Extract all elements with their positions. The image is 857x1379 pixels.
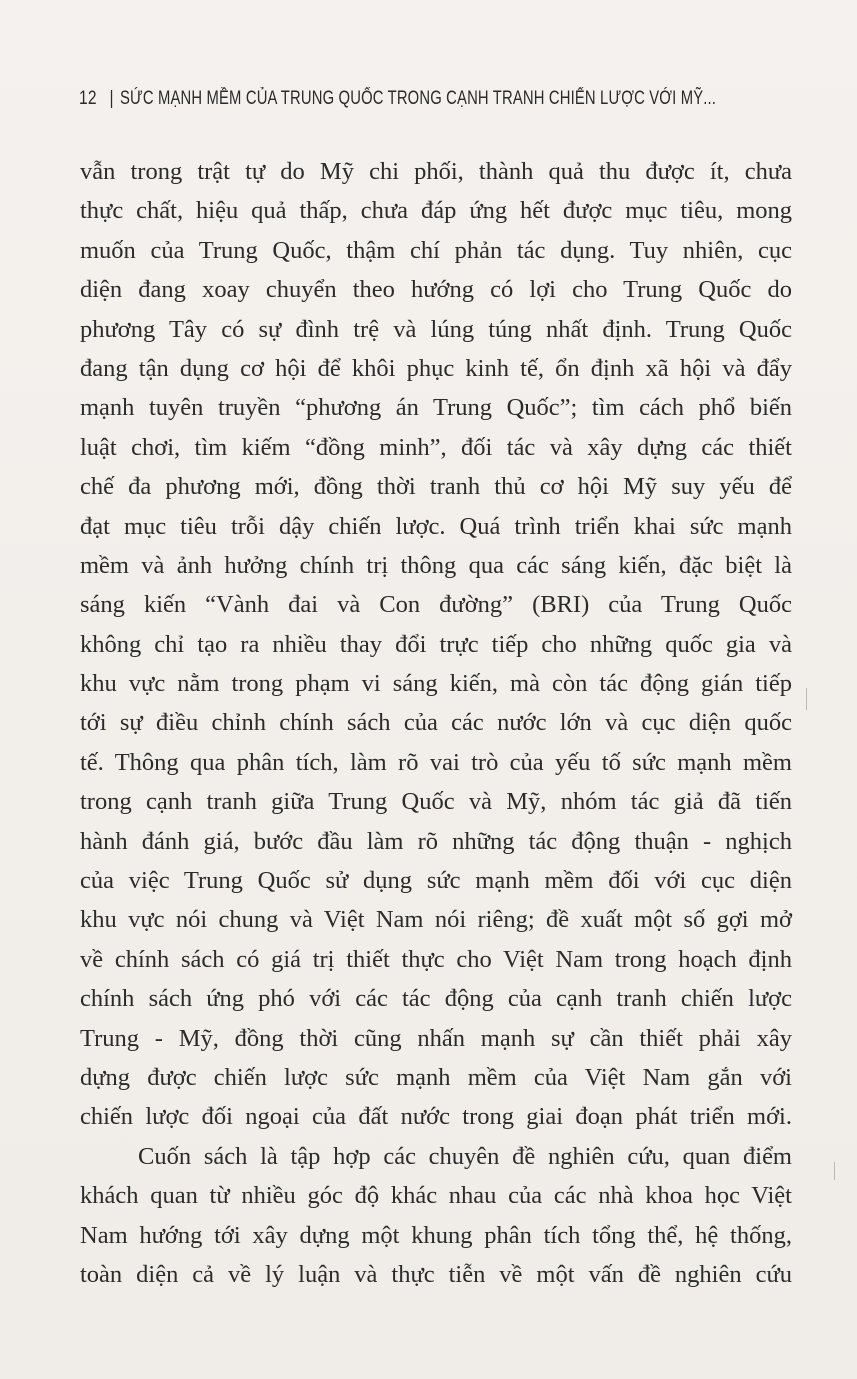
text-line: luật chơi, tìm kiếm “đồng minh”, đối tác và xây dựng các thiết: [80, 433, 792, 461]
text-line: của việc Trung Quốc sử dụng sức mạnh mềm đối với cục diện: [80, 867, 792, 895]
body-text: [80, 152, 792, 1294]
text-line: tới sự điều chỉnh chính sách của các nước lớn và cục diện quốc: [80, 709, 792, 737]
text-line: đang tận dụng cơ hội để khôi phục kinh tế, ổn định xã hội và đẩy: [80, 354, 792, 382]
running-header: [79, 88, 799, 110]
book-title: SỨC MẠNH MỀM CỦA TRUNG QUỐC TRONG CẠNH TRANH CHIẾN LƯỢC VỚI MỸ...: [119, 88, 716, 109]
text-line: mềm và ảnh hưởng chính trị thông qua các sáng kiến, đặc biệt là: [80, 551, 792, 579]
text-line: mạnh tuyên truyền “phương án Trung Quốc”; tìm cách phổ biến: [80, 394, 792, 422]
paragraph-2: [80, 1137, 792, 1295]
text-line: muốn của Trung Quốc, thậm chí phản tác dụng. Tuy nhiên, cục: [80, 236, 792, 264]
text-line: Cuốn sách là tập hợp các chuyên đề nghiên cứu, quan điểm: [138, 1142, 792, 1170]
text-line: chính sách ứng phó với các tác động của cạnh tranh chiến lược: [80, 985, 792, 1013]
page-mark: [806, 688, 807, 710]
text-line: tế. Thông qua phân tích, làm rõ vai trò của yếu tố sức mạnh mềm: [80, 748, 792, 776]
text-line: về chính sách có giá trị thiết thực cho Việt Nam trong hoạch định: [80, 945, 792, 973]
text-line: khu vực nói chung và Việt Nam nói riêng; đề xuất một số gợi mở: [80, 906, 792, 934]
page-number: 12: [79, 88, 97, 109]
text-line: chiến lược đối ngoại của đất nước trong giai đoạn phát triển mới.: [80, 1103, 792, 1131]
text-line: phương Tây có sự đình trệ và lúng túng nhất định. Trung Quốc: [80, 315, 792, 343]
page-mark: [834, 1162, 835, 1180]
text-line: trong cạnh tranh giữa Trung Quốc và Mỹ, nhóm tác giả đã tiến: [80, 788, 792, 816]
text-line: thực chất, hiệu quả thấp, chưa đáp ứng hết được mục tiêu, mong: [80, 197, 792, 225]
text-line: chế đa phương mới, đồng thời tranh thủ cơ hội Mỹ suy yếu để: [80, 473, 792, 501]
header-separator: |: [109, 88, 114, 109]
text-line: Trung - Mỹ, đồng thời cũng nhấn mạnh sự cần thiết phải xây: [80, 1024, 792, 1052]
text-line: diện đang xoay chuyển theo hướng có lợi cho Trung Quốc do: [80, 276, 792, 304]
text-line: hành đánh giá, bước đầu làm rõ những tác động thuận - nghịch: [80, 827, 792, 855]
text-line: khu vực nằm trong phạm vi sáng kiến, mà còn tác động gián tiếp: [80, 670, 792, 698]
text-line: đạt mục tiêu trỗi dậy chiến lược. Quá trình triển khai sức mạnh: [80, 512, 792, 540]
paragraph-1: [80, 152, 792, 1137]
text-line: Nam hướng tới xây dựng một khung phân tích tổng thể, hệ thống,: [80, 1221, 792, 1249]
text-line: vẫn trong trật tự do Mỹ chi phối, thành quả thu được ít, chưa: [80, 158, 792, 185]
text-line: khách quan từ nhiều góc độ khác nhau của các nhà khoa học Việt: [80, 1182, 792, 1210]
text-line: sáng kiến “Vành đai và Con đường” (BRI) của Trung Quốc: [80, 591, 792, 619]
text-line: không chỉ tạo ra nhiều thay đổi trực tiếp cho những quốc gia và: [80, 630, 792, 658]
text-line: toàn diện cả về lý luận và thực tiễn về một vấn đề nghiên cứu: [80, 1260, 792, 1288]
text-line: dựng được chiến lược sức mạnh mềm của Việt Nam gắn với: [80, 1063, 792, 1091]
